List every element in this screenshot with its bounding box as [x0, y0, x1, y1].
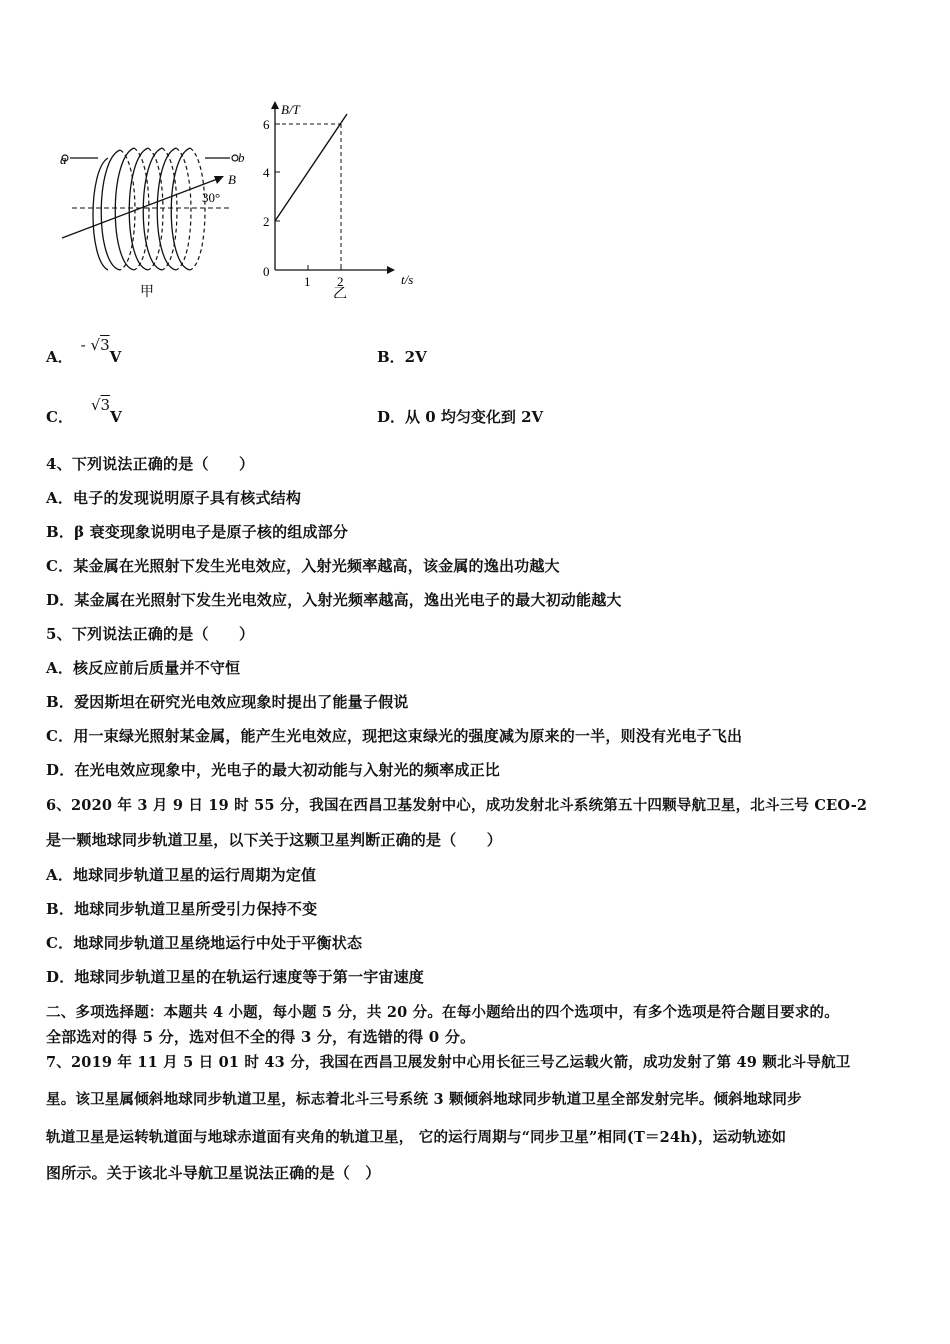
section2-heading-line1: 二、多项选择题：本题共 4 小题，每小题 5 分，共 20 分。在每小题给出的四个选项中，有多个选项是符合题目要求的。: [46, 1004, 839, 1021]
xtick-1: 1: [304, 274, 311, 289]
q4-option-b: B．β 衰变现象说明电子是原子核的组成部分: [46, 523, 349, 541]
q6-option-d: D．地球同步轨道卫星的在轨运行速度等于第一宇宙速度: [46, 968, 425, 986]
q4-option-d: D．某金属在光照射下发生光电效应，入射光频率越高，逸出光电子的最大初动能越大: [46, 591, 622, 609]
q5-option-b: B．爱因斯坦在研究光电效应现象时提出了能量子假说: [46, 693, 409, 711]
label-b: b: [238, 150, 245, 165]
q6-stem-line1: 6、2020 年 3 月 9 日 19 时 55 分，我国在西昌卫基发射中心，成功发射北斗系统第五十四颗导航卫星，北斗三号 CEO-2: [46, 797, 868, 814]
graph-ylabel: B/T: [281, 102, 300, 117]
q5-stem: 5、下列说法正确的是（ ）: [46, 625, 255, 643]
xtick-0: 0: [263, 264, 270, 279]
q5-option-d: D．在光电效应现象中，光电子的最大初动能与入射光的频率成正比: [46, 761, 501, 779]
q3-option-c: C．√3V: [46, 396, 122, 426]
q7-stem-line3: 轨道卫星是运转轨道面与地球赤道面有夹角的轨道卫星， 它的运行周期与“同步卫星”相同(T＝24h)，运动轨迹如: [46, 1129, 787, 1146]
ytick-4: 4: [263, 165, 270, 180]
q7-stem-line4: 图所示。关于该北斗导航卫星说法正确的是（ ）: [46, 1164, 381, 1182]
bt-graph: [255, 98, 430, 298]
q7-stem-line1: 7、2019 年 11 月 5 日 01 时 43 分，我国在西昌卫展发射中心用长征三号乙运载火箭，成功发射了第 49 颗北斗导航卫: [46, 1054, 851, 1071]
q6-option-c: C．地球同步轨道卫星绕地运行中处于平衡状态: [46, 934, 363, 952]
q6-stem-line2: 是一颗地球同步轨道卫星，以下关于这颗卫星判断正确的是（ ）: [46, 831, 503, 849]
q4-option-c: C．某金属在光照射下发生光电效应，入射光频率越高，该金属的逸出功越大: [46, 557, 560, 575]
label-a: a: [60, 152, 67, 167]
q5-option-c: C．用一束绿光照射某金属，能产生光电效应，现把这束绿光的强度减为原来的一半，则没有光电子飞出: [46, 727, 743, 745]
q6-option-b: B．地球同步轨道卫星所受引力保持不变: [46, 900, 318, 918]
ytick-2: 2: [263, 214, 270, 229]
label-B: B: [228, 172, 236, 187]
q3-option-b: B．2V: [377, 348, 427, 366]
q4-stem: 4、下列说法正确的是（ ）: [46, 455, 255, 473]
caption-jia: 甲: [140, 285, 154, 300]
q7-stem-line2: 星。该卫星属倾斜地球同步轨道卫星，标志着北斗三号系统 3 颗倾斜地球同步轨道卫星全部发射完毕。倾斜地球同步: [46, 1091, 802, 1108]
q3-option-a: A．- √3V: [46, 336, 122, 366]
coil-figure: [40, 130, 250, 310]
q5-option-a: A．核反应前后质量并不守恒: [46, 659, 241, 677]
caption-yi: 乙: [333, 287, 347, 298]
xtick-2: 2: [337, 274, 344, 289]
q4-option-a: A．电子的发现说明原子具有核式结构: [46, 489, 302, 507]
graph-xlabel: t/s: [401, 272, 414, 287]
angle-label: 30°: [202, 190, 221, 205]
section2-heading-line2: 全部选对的得 5 分，选对但不全的得 3 分，有选错的得 0 分。: [46, 1028, 476, 1046]
q3-option-d: D．从 0 均匀变化到 2V: [377, 408, 544, 426]
q6-option-a: A．地球同步轨道卫星的运行周期为定值: [46, 866, 317, 884]
ytick-6: 6: [263, 117, 270, 132]
